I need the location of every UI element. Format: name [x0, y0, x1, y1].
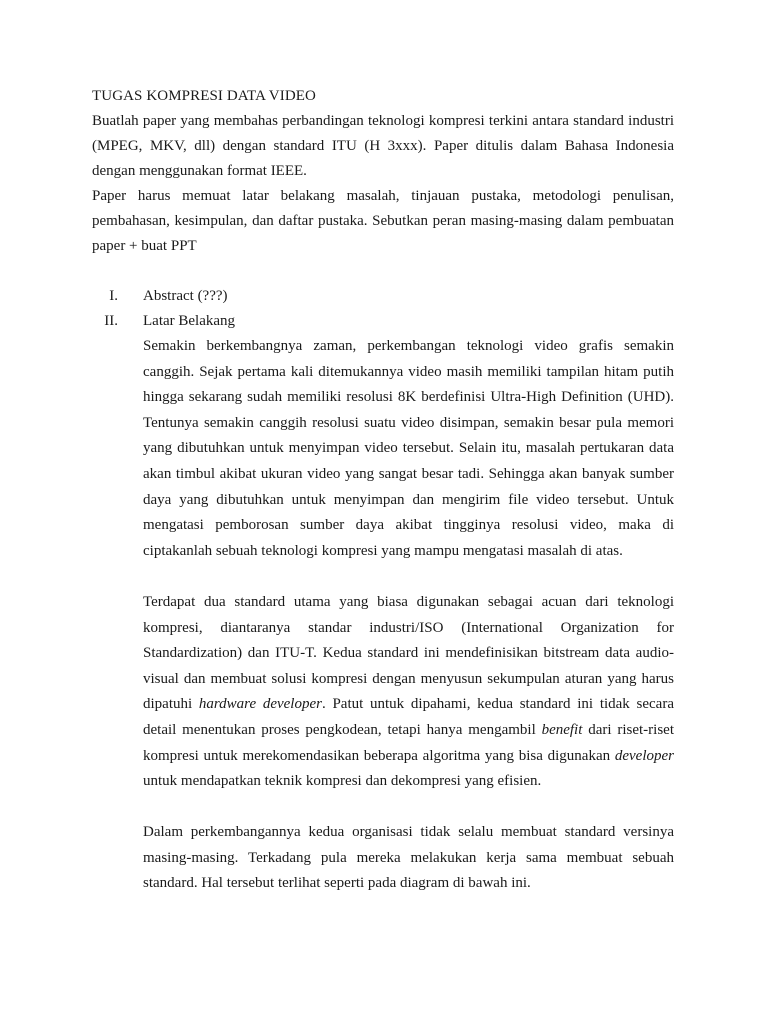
- spacer: [143, 564, 674, 590]
- latar-belakang-body: [92, 334, 674, 897]
- latar-belakang-paragraph-1: Semakin berkembangnya zaman, perkembangan teknologi video grafis semakin canggih. Sejak pertama kali ditemukannya video masih memiliki tampilan hitam putih hingga sekarang sudah memiliki resolusi 8K berdefinisi Ultra-High Definition (UHD). Tentunya semakin canggih resolusi suatu video disimpan, semakin besar pula memori yang dibutuhkan untuk menyimpan video tersebut. Selain itu, masalah pertukaran data akan timbul akibat ukuran video yang sangat besar tadi. Sehingga akan banyak sumber daya yang dibutuhkan untuk menyimpan dan mengirim file video tersebut. Untuk mengatasi pemborosan sumber daya akibat tingginya resolusi video, maka di ciptakanlah sebuah teknologi kompresi yang mampu mengatasi masalah di atas.: [143, 338, 674, 559]
- paragraph-text: dari riset-riset kompresi untuk merekomendasikan beberapa algoritma yang bisa digunakan: [143, 721, 675, 764]
- section-heading: Abstract (???): [143, 288, 228, 304]
- latar-belakang-paragraph-3: Dalam perkembangannya kedua organisasi tidak selalu membuat standard versinya masing-masing. Terkadang pula mereka melakukan kerja sama membuat sebuah standard. Hal tersebut terlihat seperti pada diagram di bawah ini.: [143, 824, 674, 892]
- spacer: [92, 259, 674, 284]
- spacer: [143, 795, 674, 821]
- intro-paragraph-2: Paper harus memuat latar belakang masalah, tinjauan pustaka, metodologi penulisan, pembahasan, kesimpulan, dan daftar pustaka. Sebutkan peran masing-masing dalam pembuatan paper + buat PPT: [92, 188, 674, 254]
- emphasis-text: benefit: [541, 721, 583, 738]
- section-item-abstract: [92, 284, 674, 309]
- paragraph-text: Terdapat dua standard utama yang biasa digunakan sebagai acuan dari teknologi kompresi, diantaranya standar industri/ISO (International Organization for Standardization) dan ITU-T. Kedua standard ini mendefinisikan bitstream data audio-visual dan membuat solusi kompresi dengan menyusun sekumpulan aturan yang harus dipatuhi: [143, 593, 674, 713]
- emphasis-text: hardware developer: [198, 696, 322, 713]
- emphasis-text: developer: [614, 747, 674, 764]
- section-item-latar-belakang: [92, 309, 674, 334]
- intro-paragraph-1: Buatlah paper yang membahas perbandingan teknologi kompresi terkini antara standard industri (MPEG, MKV, dll) dengan standard ITU (H 3xxx). Paper ditulis dalam Bahasa Indonesia dengan menggunakan format IEEE.: [92, 113, 674, 179]
- paragraph-text: untuk mendapatkan teknik kompresi dan dekompresi yang efisien.: [143, 773, 542, 790]
- paragraph-text: . Patut untuk dipahami, kedua standard ini tidak secara detail menentukan proses pengkodean, tetapi hanya mengambil: [143, 696, 674, 738]
- section-heading: Latar Belakang: [143, 313, 236, 329]
- section-number: I.: [109, 288, 118, 304]
- section-number: II.: [104, 313, 118, 329]
- section-list: [92, 284, 674, 334]
- latar-belakang-paragraph-2: [143, 590, 674, 795]
- document-title: TUGAS KOMPRESI DATA VIDEO: [92, 88, 316, 104]
- document-page: [92, 84, 674, 897]
